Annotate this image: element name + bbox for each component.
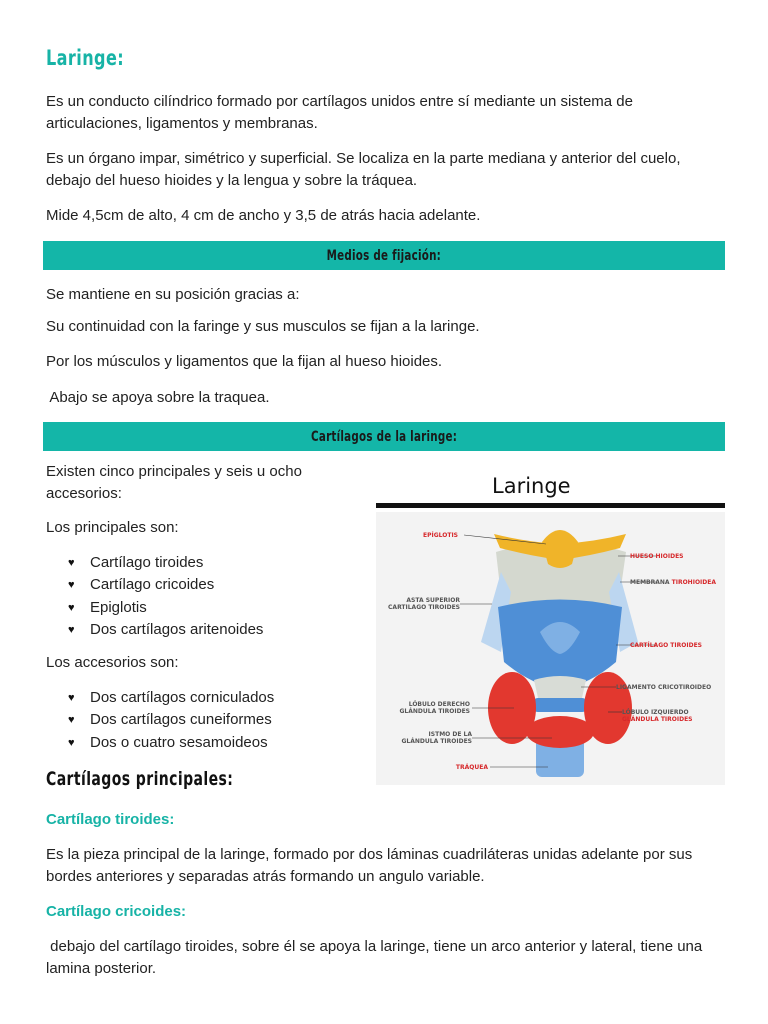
subheading-tiroides: Cartílago tiroides: [46, 811, 175, 828]
label-lobulo-izquierdo: LÓBULO IZQUIERDO GLÁNDULA TIROIDES [622, 709, 693, 723]
list-item: ♥ Cartílago cricoides [68, 574, 263, 596]
page-title: Laringe: [46, 46, 125, 70]
label-hueso-hioides: HUESO HIOIDES [630, 553, 684, 560]
list-item: ♥ Epiglotis [68, 597, 263, 619]
cartilagos-intro-line-2: accesorios: [46, 485, 122, 502]
list-item: ♥ Dos cartílagos aritenoides [68, 619, 263, 641]
principales-label: Los principales son: [46, 519, 179, 536]
fijacion-line-1: Se mantiene en su posición gracias a: [46, 286, 300, 303]
label-istmo: ISTMO DE LA GLÁNDULA TIROIDES [401, 731, 472, 745]
tiroides-paragraph: Es la pieza principal de la laringe, formado por dos láminas cuadriláteras unidas adelante por sus bordes anteriores y separadas atrás formando un angulo variable. [46, 846, 693, 885]
list-item: ♥ Dos cartílagos corniculados [68, 687, 274, 709]
heart-bullet-icon: ♥ [68, 736, 75, 749]
list-item: ♥ Dos o cuatro sesamoideos [68, 732, 274, 754]
principales-list [68, 552, 263, 641]
intro-paragraph-2: Es un órgano impar, simétrico y superficial. Se localiza en la parte mediana y anterior del cuelo, debajo del hueso hioides y la lengua y sobre la tráquea. [46, 150, 681, 189]
thyroid-isthmus-shape [526, 716, 594, 748]
intro-paragraph-1: Es un conducto cilíndrico formado por cartílagos unidos entre sí mediante un sistema de articulaciones, ligamentos y membranas. [46, 93, 633, 132]
figure-title-rule [376, 503, 725, 508]
heart-bullet-icon: ♥ [68, 692, 75, 704]
heart-bullet-icon: ♥ [68, 623, 75, 636]
accesorios-list [68, 687, 274, 754]
label-lobulo-derecho: LÓBULO DERECHO GLÁNDULA TIROIDES [399, 701, 470, 715]
section-heading-cartilagos: Cartílagos de la laringe: [310, 428, 458, 445]
figure-title: Laringe [492, 474, 571, 498]
list-item: ♥ Cartílago tiroides [68, 552, 263, 574]
fijacion-line-4: Abajo se apoya sobre la traquea. [46, 389, 270, 406]
heart-bullet-icon: ♥ [68, 579, 75, 592]
accesorios-label: Los accesorios son: [46, 654, 179, 671]
list-item: ♥ Dos cartílagos cuneiformes [68, 709, 274, 731]
fijacion-line-3: Por los músculos y ligamentos que la fijan al hueso hioides. [46, 353, 443, 370]
cricoides-paragraph: debajo del cartílago tiroides, sobre él se apoya la laringe, tiene un arco anterior y lateral, tiene una lamina posterior. [46, 938, 707, 977]
cartilagos-intro-line-1: Existen cinco principales y seis u ocho [46, 463, 302, 480]
subheading-cricoides: Cartílago cricoides: [46, 903, 187, 920]
section-heading-principales: Cartílagos principales: [46, 768, 234, 790]
label-cartilago-tiroides: CARTÍLAGO TIROIDES [630, 642, 702, 649]
cricoid-ring-shape [532, 698, 588, 712]
label-epiglotis: EPÍGLOTIS [422, 532, 458, 539]
label-membrana: MEMBRANA TIROHIOIDEA [630, 579, 716, 586]
label-traquea: TRÁQUEA [455, 764, 488, 771]
heart-bullet-icon: ♥ [68, 557, 75, 569]
section-bar-fijacion [43, 241, 725, 270]
section-bar-cartilagos [43, 422, 725, 451]
fijacion-line-2: Su continuidad con la faringe y sus musculos se fijan a la laringe. [46, 318, 480, 335]
section-heading-fijacion: Medios de fijación: [326, 247, 442, 264]
label-ligamento: LIGAMENTO CRICOTIROIDEO [616, 684, 712, 691]
heart-bullet-icon: ♥ [68, 601, 75, 614]
label-asta-superior: ASTA SUPERIOR CARTILAGO TIROIDES [388, 597, 460, 611]
heart-bullet-icon: ♥ [68, 714, 75, 727]
figure-panel [376, 512, 725, 785]
cricothyroid-ligament-shape [534, 676, 586, 701]
intro-paragraph-3: Mide 4,5cm de alto, 4 cm de ancho y 3,5 de atrás hacia adelante. [46, 207, 481, 224]
